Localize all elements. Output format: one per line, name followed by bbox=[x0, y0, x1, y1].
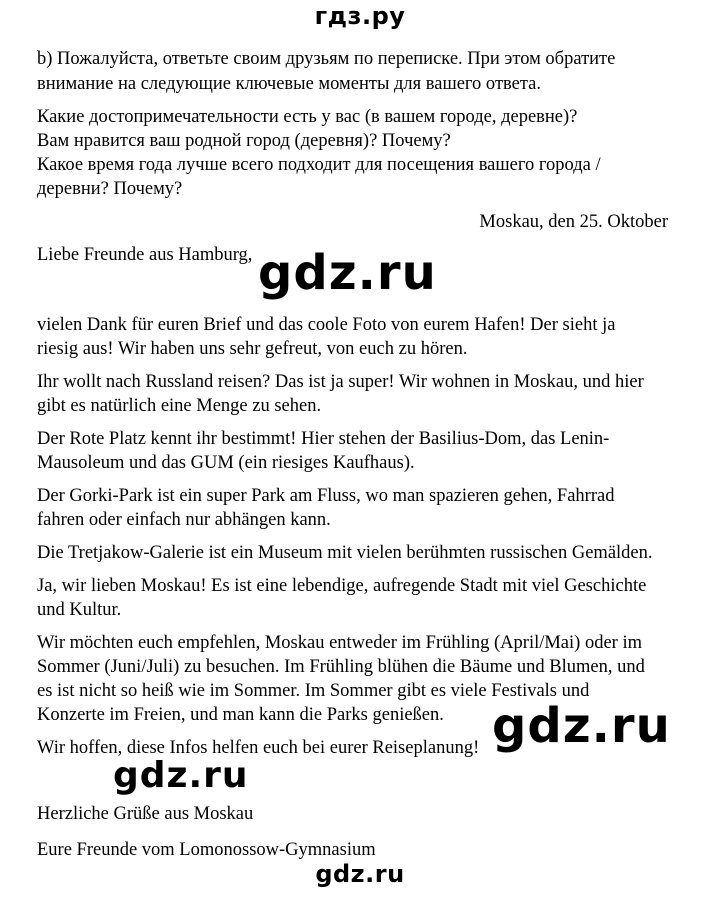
letter-signature: Eure Freunde vom Lomonossow-Gymnasium bbox=[37, 840, 376, 860]
question-2: Вам нравится ваш родной город (деревня)? Почему? bbox=[37, 131, 451, 151]
paragraph-7-line-2: Sommer (Juni/Juli) zu besuchen. Im Frühling blühen die Bäume und Blumen, und bbox=[37, 657, 645, 677]
footer-watermark: gdz.ru bbox=[315, 860, 405, 888]
paragraph-2-line-1: Ihr wollt nach Russland reisen? Das ist ja super! Wir wohnen in Moskau, und hier bbox=[37, 372, 644, 392]
site-header-watermark: гдз.ру bbox=[314, 2, 406, 30]
paragraph-6-line-1: Ja, wir lieben Moskau! Es ist eine lebendige, aufregende Stadt mit viel Geschichte bbox=[37, 576, 647, 596]
paragraph-2-line-2: gibt es natürlich eine Menge zu sehen. bbox=[37, 396, 322, 416]
letter-date: Moskau, den 25. Oktober bbox=[479, 212, 668, 232]
question-3-line-2: деревни? Почему? bbox=[37, 179, 183, 199]
paragraph-5: Die Tretjakow-Galerie ist ein Museum mit vielen berühmten russischen Gemälden. bbox=[37, 543, 653, 563]
paragraph-7-line-4: Konzerte im Freien, und man kann die Parks genießen. bbox=[37, 705, 444, 725]
paragraph-6-line-2: und Kultur. bbox=[37, 600, 122, 620]
paragraph-1-line-1: vielen Dank für euren Brief und das coole Foto von eurem Hafen! Der sieht ja bbox=[37, 315, 616, 335]
paragraph-7-line-3: es ist nicht so heiß wie im Sommer. Im Sommer gibt es viele Festivals und bbox=[37, 681, 590, 701]
task-line-1: b) Пожалуйста, ответьте своим друзьям по переписке. При этом обратите bbox=[37, 49, 616, 69]
task-line-2: внимание на следующие ключевые моменты для вашего ответа. bbox=[37, 74, 542, 94]
paragraph-7-line-1: Wir möchten euch empfehlen, Moskau entweder im Frühling (April/Mai) oder im bbox=[37, 633, 642, 653]
paragraph-1-line-2: riesig aus! Wir haben uns sehr gefreut, von euch zu hören. bbox=[37, 339, 468, 359]
question-1: Какие достопримечательности есть у вас (в вашем городе, деревне)? bbox=[37, 107, 578, 127]
paragraph-4-line-1: Der Gorki-Park ist ein super Park am Fluss, wo man spazieren gehen, Fahrrad bbox=[37, 486, 615, 506]
paragraph-3-line-2: Mausoleum und das GUM (ein riesiges Kaufhaus). bbox=[37, 453, 415, 473]
letter-greeting: Liebe Freunde aus Hamburg, bbox=[37, 245, 253, 265]
paragraph-4-line-2: fahren oder einfach nur abhängen kann. bbox=[37, 510, 331, 530]
question-3-line-1: Какое время года лучше всего подходит для посещения вашего города / bbox=[37, 155, 601, 175]
letter-closing: Herzliche Grüße aus Moskau bbox=[37, 804, 254, 824]
paragraph-3-line-1: Der Rote Platz kennt ihr bestimmt! Hier stehen der Basilius-Dom, das Lenin- bbox=[37, 429, 610, 449]
watermark-left: gdz.ru bbox=[113, 755, 249, 796]
watermark-center: gdz.ru bbox=[258, 245, 437, 301]
watermark-right: gdz.ru bbox=[492, 698, 671, 754]
paragraph-8: Wir hoffen, diese Infos helfen euch bei eurer Reiseplanung! bbox=[37, 738, 480, 758]
